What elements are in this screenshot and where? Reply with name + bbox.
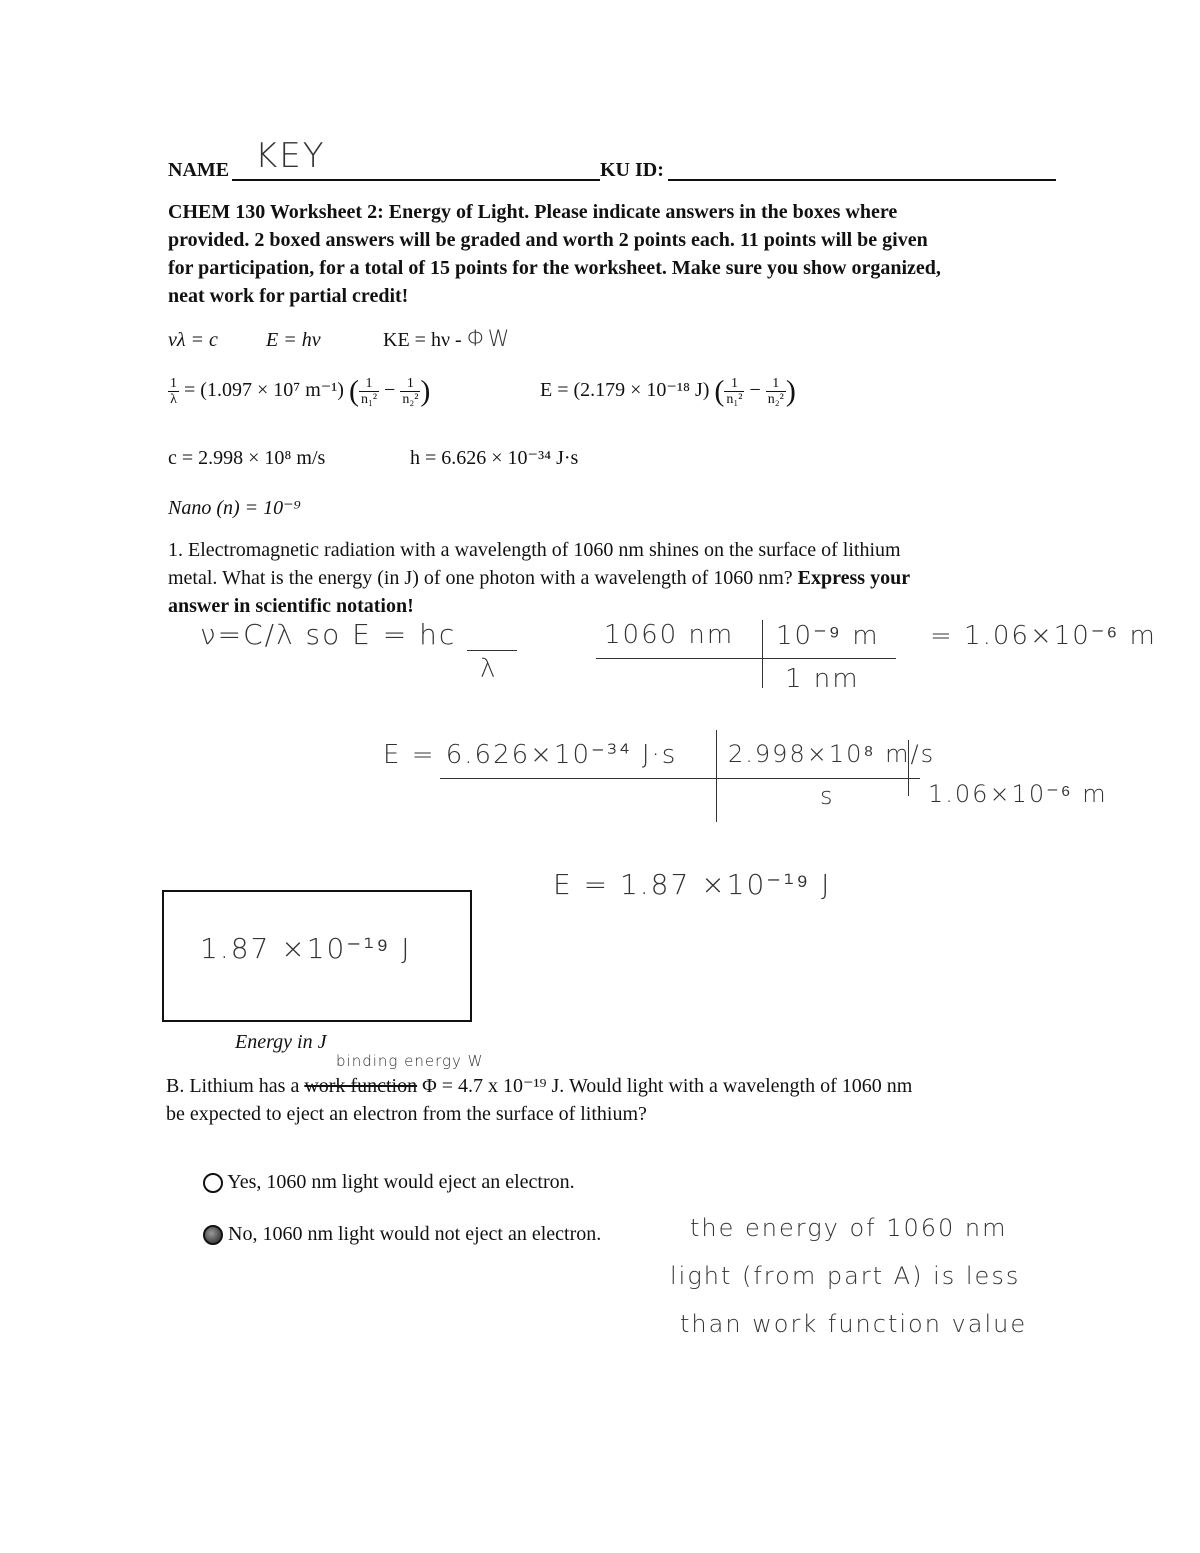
option-yes[interactable]: [203, 1168, 575, 1196]
question-1-line-2: metal. What is the energy (in J) of one photon with a wavelength of 1060 nm? Express your: [168, 567, 911, 589]
equation-ke-hand: ΦW: [466, 327, 512, 352]
name-label: NAME: [168, 159, 230, 181]
intro-line-4: neat work for partial credit!: [168, 285, 409, 307]
equation-ke-text: KE = hν -: [383, 329, 467, 351]
energy-level-equation: E = (2.179 × 10⁻¹⁸ J) ( $\frac{1}{\text{n₁²}}$ − $\frac{1}{\text{n₂²}}$ ): [540, 374, 796, 408]
energy-level-const: E = (2.179 × 10⁻¹⁸ J): [540, 379, 710, 402]
explanation-line-1: the energy of 1060 nm: [690, 1214, 1008, 1242]
intro-line-2: provided. 2 boxed answers will be graded and worth 2 points each. 11 points will be given: [168, 229, 928, 251]
answer-box-value: 1.87 ×10⁻¹⁹ J: [200, 932, 412, 965]
work-calc-mid: 2.998×10⁸ m/s: [728, 740, 936, 768]
nano-prefix: Nano (n) = 10⁻⁹: [168, 497, 301, 519]
work-conversion-num-right: 10⁻⁹ m: [776, 621, 880, 651]
work-calc-lhs: E = 6.626×10⁻³⁴ J·s: [383, 740, 678, 770]
speed-of-light: c = 2.998 × 10⁸ m/s: [168, 447, 326, 469]
work-calc-result: E = 1.87 ×10⁻¹⁹ J: [553, 868, 832, 901]
question-1-line-3: answer in scientific notation!: [168, 595, 414, 617]
explanation-line-2: light (from part A) is less: [670, 1262, 1021, 1290]
radio-yes[interactable]: [203, 1173, 223, 1193]
question-b: [166, 1072, 1066, 1128]
work-relation-den: λ: [480, 654, 498, 684]
work-calc-divider-1: [716, 730, 717, 822]
equation-wave: νλ = c: [168, 329, 218, 351]
work-conversion-divider: [762, 620, 763, 688]
work-relation-bar: [467, 650, 517, 651]
question-1: [168, 536, 1068, 620]
option-no-label: No, 1060 nm light would not eject an electron.: [228, 1223, 602, 1245]
option-yes-label: Yes, 1060 nm light would eject an electron.: [227, 1171, 575, 1193]
kuid-line[interactable]: [668, 179, 1056, 181]
work-calc-bar: [440, 778, 920, 779]
work-conversion-num-left: 1060 nm: [604, 620, 735, 650]
question-b-line-2: be expected to eject an electron from the surface of lithium?: [166, 1103, 647, 1125]
kuid-label: KU ID:: [600, 159, 664, 181]
work-conversion-den-right: 1 nm: [785, 664, 860, 694]
answer-box[interactable]: [162, 890, 472, 1022]
planck-constant: h = 6.626 × 10⁻³⁴ J·s: [410, 447, 579, 469]
work-conversion-bar: [596, 658, 896, 659]
question-b-annotation: binding energy W: [336, 1052, 484, 1070]
intro-line-3: for participation, for a total of 15 points for the worksheet. Make sure you show organized,: [168, 257, 941, 279]
rydberg-equation: $\frac{1}{\lambda}$ = (1.097 × 10⁷ m⁻¹) ( $\frac{1}{\text{n₁²}}$ − $\frac{1}{\text{n₂²}}$ ): [170, 374, 431, 408]
name-value[interactable]: KEY: [255, 136, 326, 176]
intro-line-1: CHEM 130 Worksheet 2: Energy of Light. Please indicate answers in the boxes where: [168, 201, 898, 223]
question-1-line-1: 1. Electromagnetic radiation with a wavelength of 1060 nm shines on the surface of lithium: [168, 539, 901, 561]
work-calc-divider-2: [908, 740, 909, 796]
name-line: [232, 179, 600, 181]
work-calc-right-den: 1.06×10⁻⁶ m: [928, 780, 1108, 808]
option-no[interactable]: [203, 1220, 601, 1248]
work-calc-mid-den: s: [820, 782, 835, 810]
equation-ke: [383, 326, 511, 354]
explanation-line-3: than work function value: [680, 1310, 1028, 1338]
work-conversion-result: = 1.06×10⁻⁶ m: [930, 621, 1157, 651]
answer-box-caption: Energy in J: [235, 1031, 327, 1053]
rydberg-const: = (1.097 × 10⁷ m⁻¹): [184, 379, 344, 402]
work-relation: ν=C/λ so E = hc: [200, 618, 457, 651]
equation-energy: E = hν: [266, 329, 321, 351]
radio-no[interactable]: [203, 1225, 223, 1245]
intro-text: [168, 198, 1068, 310]
struck-work-function: work function: [304, 1075, 418, 1097]
rydberg-lhs: $\frac{1}{\lambda}$: [170, 376, 177, 407]
question-b-line-1: B. Lithium has a work function Φ = 4.7 x 10⁻¹⁹ J. Would light with a wavelength of 1060 nm: [166, 1075, 913, 1097]
